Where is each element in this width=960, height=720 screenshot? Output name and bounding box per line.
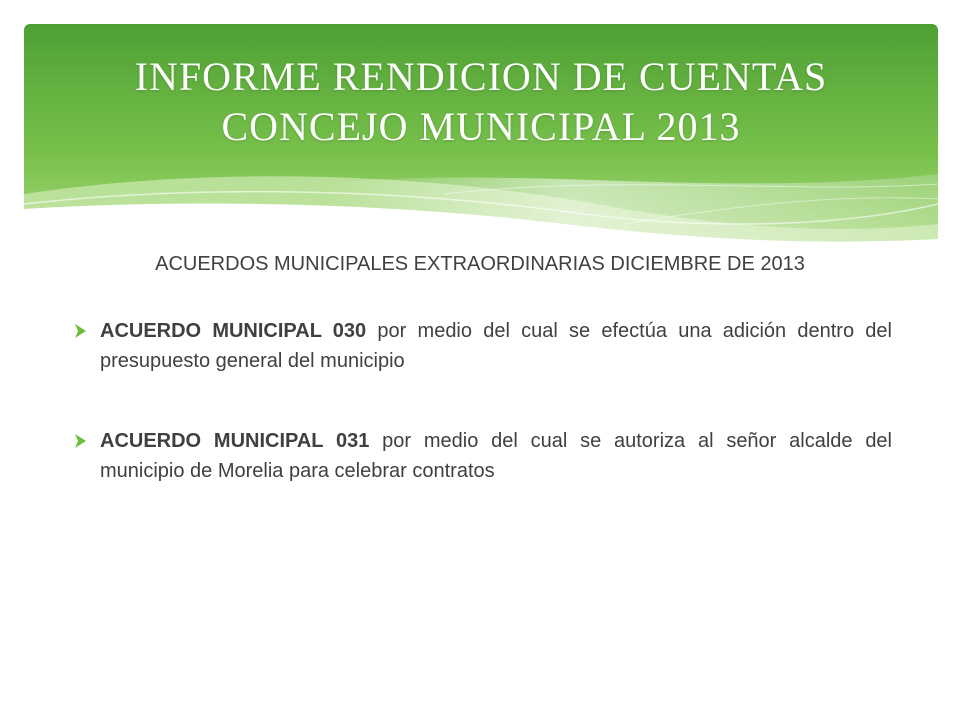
slide-title bbox=[24, 52, 938, 152]
arrow-right-icon bbox=[72, 323, 88, 339]
bullet-item-030 bbox=[72, 316, 892, 376]
bullet-list bbox=[72, 316, 892, 536]
bullet-heading: ACUERDO MUNICIPAL 031 bbox=[100, 430, 370, 452]
bullet-text: por medio del cual se efectúa una adición dentro del presupuesto general del municipio bbox=[100, 320, 893, 372]
bullet-item-031 bbox=[72, 426, 892, 486]
arrow-right-icon bbox=[72, 433, 88, 449]
slide-subtitle: ACUERDOS MUNICIPALES EXTRAORDINARIAS DICIEMBRE DE 2013 bbox=[155, 253, 805, 275]
title-line-1: INFORME RENDICION DE CUENTAS bbox=[134, 54, 828, 99]
bullet-text: por medio del cual se autoriza al señor alcalde del municipio de Morelia para celebrar contratos bbox=[100, 430, 893, 482]
bullet-heading: ACUERDO MUNICIPAL 030 bbox=[100, 320, 367, 342]
title-line-2: CONCEJO MUNICIPAL 2013 bbox=[221, 104, 741, 149]
